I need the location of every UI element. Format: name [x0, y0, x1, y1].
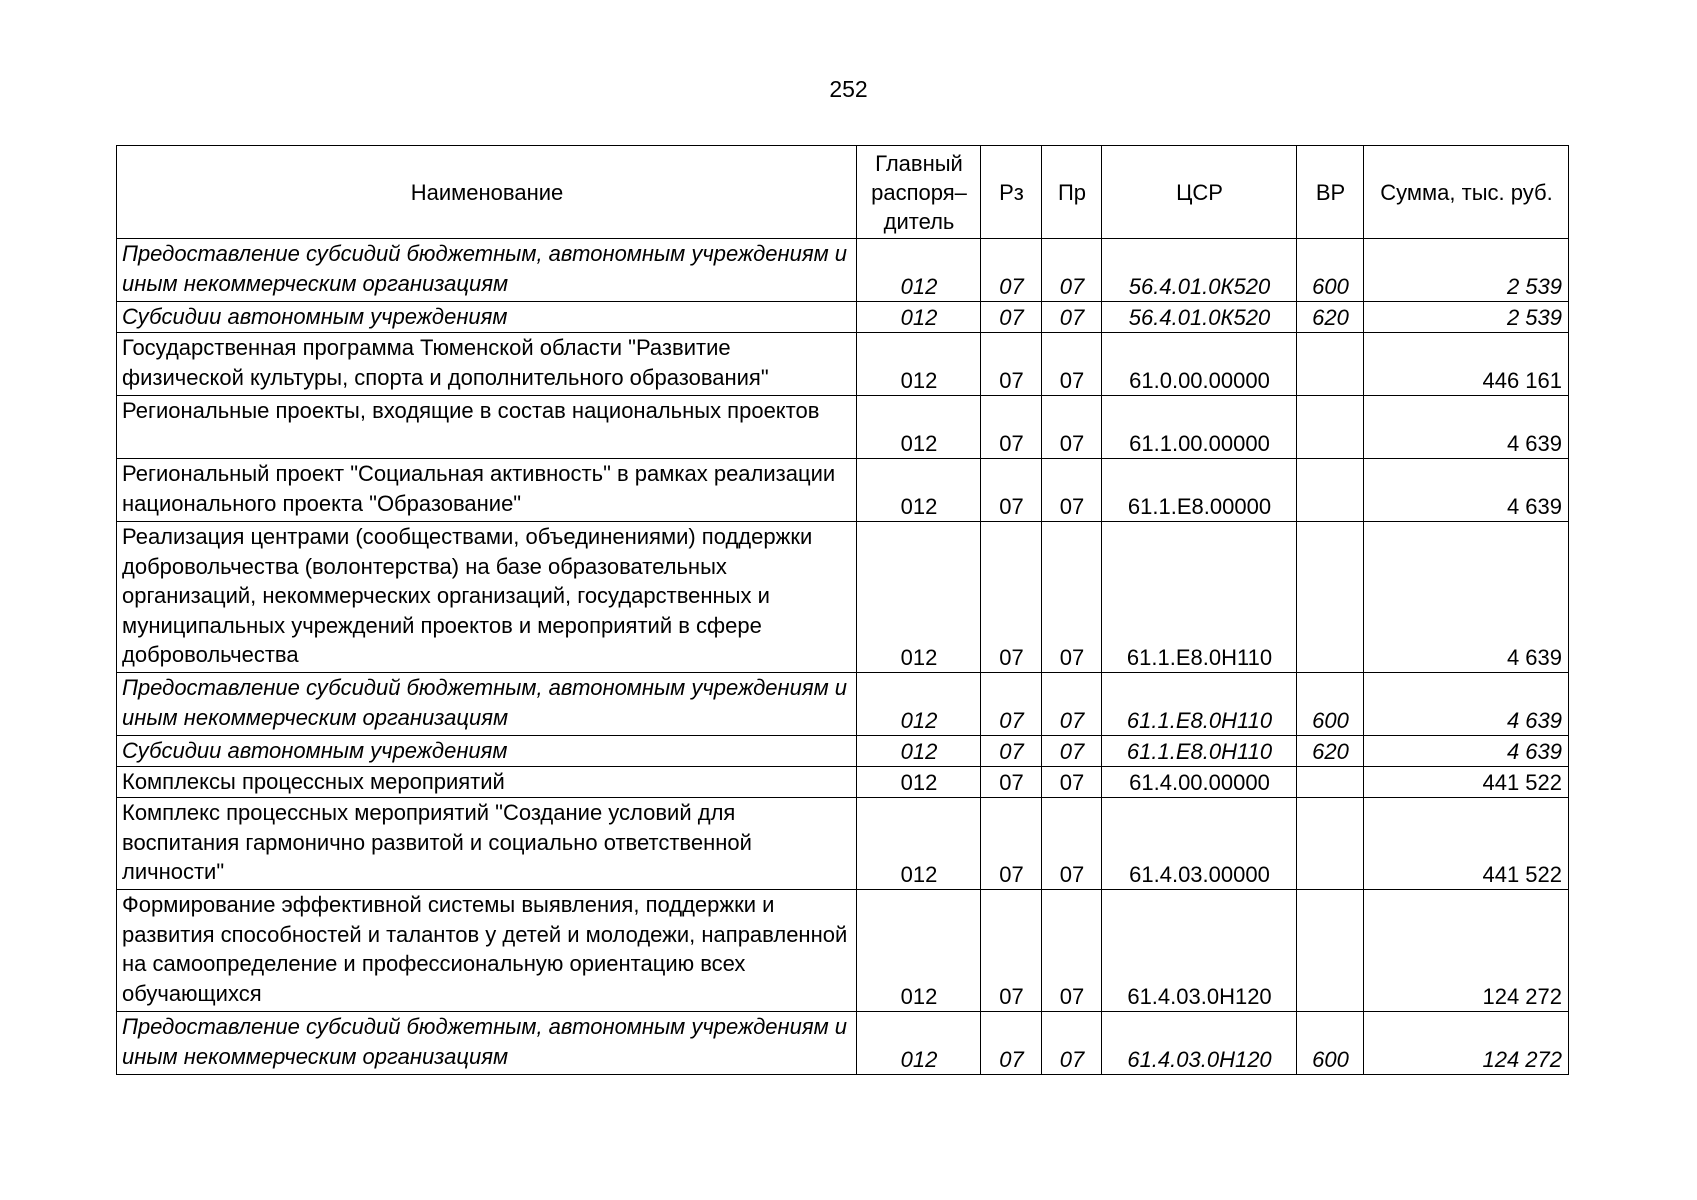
header-vr: ВР — [1297, 146, 1364, 239]
cell-pr: 07 — [1042, 333, 1102, 396]
cell-csr: 56.4.01.0К520 — [1102, 239, 1297, 302]
cell-rz: 07 — [981, 798, 1042, 890]
cell-csr: 61.1.Е8.00000 — [1102, 459, 1297, 522]
cell-sum: 4 639 — [1364, 459, 1569, 522]
header-sum: Сумма, тыс. руб. — [1364, 146, 1569, 239]
cell-name: Региональные проекты, входящие в состав национальных проектов — [117, 396, 857, 459]
budget-table — [116, 145, 1569, 1075]
cell-vr — [1297, 459, 1364, 522]
page-number: 252 — [829, 76, 868, 102]
cell-sum: 124 272 — [1364, 1012, 1569, 1075]
cell-sum: 441 522 — [1364, 798, 1569, 890]
cell-vr — [1297, 396, 1364, 459]
cell-admin: 012 — [857, 459, 981, 522]
cell-csr: 61.1.Е8.0Н110 — [1102, 736, 1297, 767]
cell-csr: 61.1.Е8.0Н110 — [1102, 522, 1297, 673]
header-pr: Пр — [1042, 146, 1102, 239]
header-admin: Главный распоря– дитель — [857, 146, 981, 239]
cell-rz: 07 — [981, 239, 1042, 302]
cell-name: Предоставление субсидий бюджетным, автономным учреждениям и иным некоммерческим организациям — [117, 673, 857, 736]
cell-csr: 61.1.00.00000 — [1102, 396, 1297, 459]
cell-csr: 61.4.00.00000 — [1102, 767, 1297, 798]
cell-csr: 61.4.03.0Н120 — [1102, 1012, 1297, 1075]
cell-sum: 4 639 — [1364, 673, 1569, 736]
cell-rz: 07 — [981, 736, 1042, 767]
table-row — [117, 890, 1569, 1012]
table-row — [117, 673, 1569, 736]
table-row — [117, 522, 1569, 673]
cell-vr: 600 — [1297, 673, 1364, 736]
cell-name: Реализация центрами (сообществами, объединениями) поддержки добровольчества (волонтерства) на базе образовательных организаций, некоммерческих организаций, государственных и муниципальных учреждений проектов и мероприятий в сфере добровольчества — [117, 522, 857, 673]
cell-rz: 07 — [981, 1012, 1042, 1075]
cell-sum: 441 522 — [1364, 767, 1569, 798]
cell-admin: 012 — [857, 302, 981, 333]
cell-vr: 600 — [1297, 1012, 1364, 1075]
cell-pr: 07 — [1042, 798, 1102, 890]
cell-name: Формирование эффективной системы выявления, поддержки и развития способностей и талантов у детей и молодежи, направленной на самоопределение и профессиональную ориентацию всех обучающихся — [117, 890, 857, 1012]
cell-name: Предоставление субсидий бюджетным, автономным учреждениям и иным некоммерческим организациям — [117, 1012, 857, 1075]
table-row — [117, 767, 1569, 798]
cell-vr — [1297, 333, 1364, 396]
cell-name: Комплекс процессных мероприятий "Создание условий для воспитания гармонично развитой и социально ответственной личности" — [117, 798, 857, 890]
cell-vr — [1297, 522, 1364, 673]
cell-rz: 07 — [981, 459, 1042, 522]
cell-csr: 61.1.Е8.0Н110 — [1102, 673, 1297, 736]
cell-sum: 124 272 — [1364, 890, 1569, 1012]
cell-pr: 07 — [1042, 673, 1102, 736]
cell-sum: 2 539 — [1364, 239, 1569, 302]
cell-csr: 56.4.01.0К520 — [1102, 302, 1297, 333]
cell-vr: 620 — [1297, 302, 1364, 333]
cell-csr: 61.0.00.00000 — [1102, 333, 1297, 396]
cell-csr: 61.4.03.0Н120 — [1102, 890, 1297, 1012]
cell-vr — [1297, 767, 1364, 798]
cell-pr: 07 — [1042, 239, 1102, 302]
cell-rz: 07 — [981, 673, 1042, 736]
cell-name: Субсидии автономным учреждениям — [117, 736, 857, 767]
header-rz: Рз — [981, 146, 1042, 239]
cell-pr: 07 — [1042, 767, 1102, 798]
cell-pr: 07 — [1042, 890, 1102, 1012]
cell-admin: 012 — [857, 1012, 981, 1075]
cell-sum: 4 639 — [1364, 736, 1569, 767]
table-row — [117, 798, 1569, 890]
cell-pr: 07 — [1042, 302, 1102, 333]
cell-admin: 012 — [857, 522, 981, 673]
cell-pr: 07 — [1042, 396, 1102, 459]
cell-admin: 012 — [857, 767, 981, 798]
cell-rz: 07 — [981, 767, 1042, 798]
cell-rz: 07 — [981, 396, 1042, 459]
cell-name: Субсидии автономным учреждениям — [117, 302, 857, 333]
cell-rz: 07 — [981, 333, 1042, 396]
cell-pr: 07 — [1042, 522, 1102, 673]
table-row — [117, 1012, 1569, 1075]
cell-sum: 4 639 — [1364, 522, 1569, 673]
cell-vr: 600 — [1297, 239, 1364, 302]
cell-admin: 012 — [857, 736, 981, 767]
cell-rz: 07 — [981, 302, 1042, 333]
cell-admin: 012 — [857, 239, 981, 302]
cell-admin: 012 — [857, 673, 981, 736]
header-name: Наименование — [117, 146, 857, 239]
cell-rz: 07 — [981, 890, 1042, 1012]
cell-pr: 07 — [1042, 1012, 1102, 1075]
cell-pr: 07 — [1042, 736, 1102, 767]
table-header-row — [117, 146, 1569, 239]
cell-sum: 2 539 — [1364, 302, 1569, 333]
cell-name: Комплексы процессных мероприятий — [117, 767, 857, 798]
header-csr: ЦСР — [1102, 146, 1297, 239]
table-row — [117, 333, 1569, 396]
cell-pr: 07 — [1042, 459, 1102, 522]
cell-csr: 61.4.03.00000 — [1102, 798, 1297, 890]
cell-sum: 4 639 — [1364, 396, 1569, 459]
table-row — [117, 302, 1569, 333]
cell-sum: 446 161 — [1364, 333, 1569, 396]
table-row — [117, 736, 1569, 767]
table-row — [117, 396, 1569, 459]
table-row — [117, 239, 1569, 302]
table-row — [117, 459, 1569, 522]
cell-rz: 07 — [981, 522, 1042, 673]
cell-vr — [1297, 890, 1364, 1012]
cell-vr — [1297, 798, 1364, 890]
cell-name: Региональный проект "Социальная активность" в рамках реализации национального проекта "Образование" — [117, 459, 857, 522]
cell-admin: 012 — [857, 890, 981, 1012]
cell-name: Предоставление субсидий бюджетным, автономным учреждениям и иным некоммерческим организациям — [117, 239, 857, 302]
cell-vr: 620 — [1297, 736, 1364, 767]
cell-name: Государственная программа Тюменской области "Развитие физической культуры, спорта и дополнительного образования" — [117, 333, 857, 396]
cell-admin: 012 — [857, 798, 981, 890]
cell-admin: 012 — [857, 333, 981, 396]
table-body — [117, 239, 1569, 1075]
cell-admin: 012 — [857, 396, 981, 459]
